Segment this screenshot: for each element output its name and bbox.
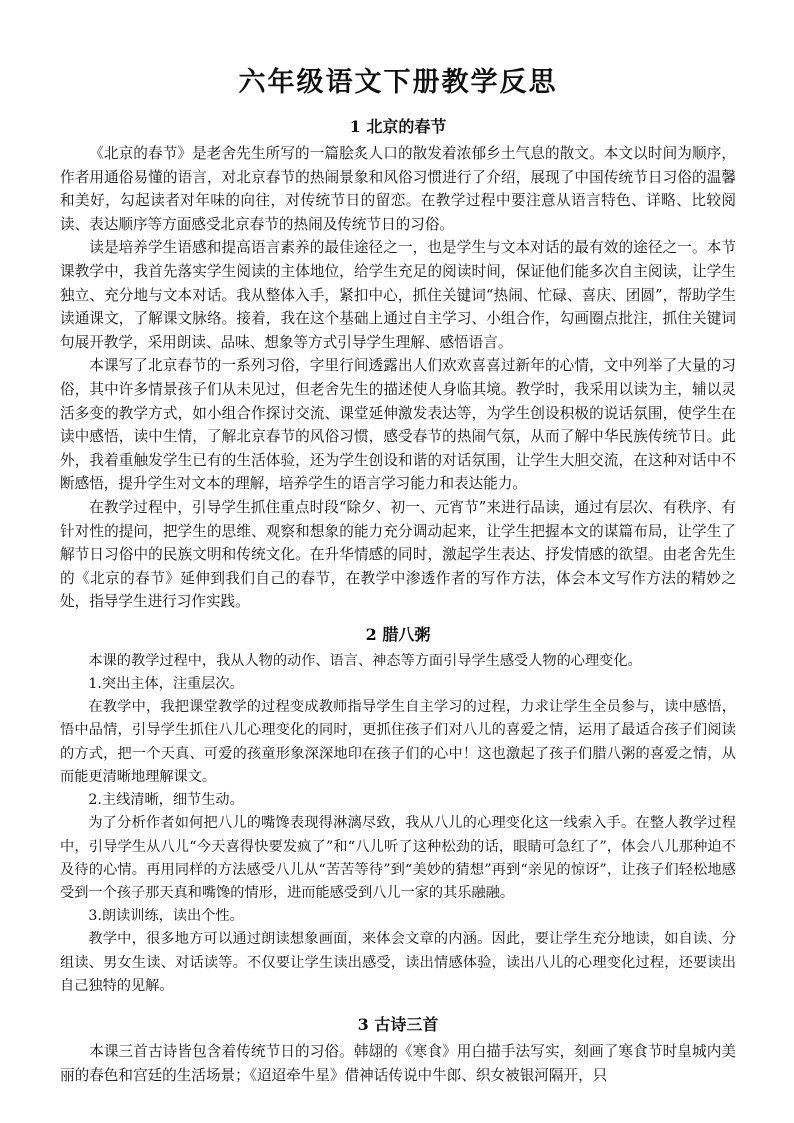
section-heading: 1 北京的春节 <box>349 117 447 136</box>
section-beijing-spring-festival <box>60 114 736 614</box>
section-heading: 2 腊八粥 <box>365 624 431 644</box>
subheading: 2.主线清晰，细节生动。 <box>88 792 244 809</box>
paragraph: 本课三首古诗皆包含着传统节日的习俗。韩翃的《寒食》用白描手法写实，刻画了寒食节时皇城内美丽的春色和宫廷的生活场景；《迢迢牵牛星》借神话传说中牛郎、织女被银河隔开，只 <box>60 1042 736 1084</box>
paragraph: 在教学过程中，引导学生抓住重点时段“除夕、初一、元宵节”来进行品读，通过有层次、有秩序、有针对性的提问，把学生的思维、观察和想象的能力充分调动起来，让学生把握本文的谋篇布局，让学生了解节日习俗中的民族文明和传统文化。在升华情感的同时，激起学生表达、抒发情感的欲望。由老舍先生的《北京的春节》延伸到我们自己的春节，在教学中渗透作者的写作方法，体会本文写作方法的精妙之处，指导学生进行习作实践。 <box>60 498 736 611</box>
section-laba-porridge <box>60 622 736 998</box>
paragraph: 为了分析作者如何把八儿的嘴馋表现得淋漓尽致，我从八儿的心理变化这一线索入手。在整人教学过程中，引导学生从八儿“今天喜得快要发疯了”和“八儿听了这种松劲的话，眼睛可急红了”，体会八儿那种迫不及待的心情。再用同样的方法感受八儿从“苦苦等待”到“美妙的猜想”再到“亲见的惊讶”，让孩子们轻松地感受到一个孩子那天真和嘴馋的情形，进而能感受到八儿一家的其乐融融。 <box>60 815 736 901</box>
paragraph: 读是培养学生语感和提高语言素养的最佳途径之一，也是学生与文本对话的最有效的途径之一。本节课教学中，我首先落实学生阅读的主体地位，给学生充足的阅读时间，保证他们能多次自主阅读，让学生独立、充分地与文本对话。我从整体入手，紧扣中心，抓住关键词“热闹、忙碌、喜庆、团圆”，帮助学生读通课文，了解课文脉络。接着，我在这个基础上通过自主学习、小组合作，勾画圈点批注，抓住关键词句展开教学，采用朗读、品味、想象等方式引导学生理解、感悟语言。 <box>60 239 736 351</box>
paragraph: 本课写了北京春节的一系列习俗，字里行间透露出人们欢欢喜喜过新年的心情，文中列举了大量的习俗，其中许多情景孩子们从未见过，但老舍先生的描述使人身临其境。教学时，我采用以读为主，辅以灵活多变的教学方式，如小组合作探讨交流、课堂延伸激发表达等，为学生创设积极的说话氛围，使学生在读中感悟，读中生情，了解北京春节的风俗习惯，感受春节的热闹气氛，从而了解中华民族传统节日。此外，我着重触发学生已有的生活体验，还为学生创设和谐的对话氛围，让学生大胆交流，在这种对话中不断感悟，提升学生对文本的理解，培养学生的语言学习能力和表达能力。 <box>60 357 736 493</box>
paragraph: 在教学中，我把课堂教学的过程变成教师指导学生自主学习的过程，力求让学生全员参与，读中感悟，悟中品情，引导学生抓住八儿心理变化的同时，更抓住孩子们对八儿的喜爱之情，运用了最适合孩子们阅读的方式，把一个天真、可爱的孩童形象深深地印在孩子们的心中！这也激起了孩子们腊八粥的喜爱之情，从而能更清晰地理解课文。 <box>60 699 736 785</box>
section-three-ancient-poems <box>60 1012 736 1088</box>
subheading: 3.朗读训练，读出个性。 <box>88 908 244 925</box>
paragraph: 本课的教学过程中，我从人物的动作、语言、神态等方面引导学生感受人物的心理变化。 <box>88 652 642 669</box>
paragraph: 《北京的春节》是老舍先生所写的一篇脍炙人口的散发着浓郁乡土气息的散文。本文以时间为顺序，作者用通俗易懂的语言，对北京春节的热闹景象和风俗习惯进行了介绍，展现了中国传统节日习俗的温馨和美好，勾起读者对年味的向往，对传统节日的留恋。在教学过程中要注意从语言特色、详略、比较阅读、表达顺序等方面感受北京春节的热闹及传统节日的习俗。 <box>60 145 736 233</box>
document-title: 六年级语文下册教学反思 <box>238 67 558 98</box>
section-heading: 3 古诗三首 <box>357 1014 439 1034</box>
subheading: 1.突出主体，注重层次。 <box>88 676 244 693</box>
paragraph: 教学中，很多地方可以通过朗读想象画面，来体会文章的内涵。因此，要让学生充分地读，如自读、分组读、男女生读、对话读等。不仅要让学生读出感受，读出情感体验，读出八儿的心理变化过程，还要读出自己独特的见解。 <box>60 931 736 994</box>
